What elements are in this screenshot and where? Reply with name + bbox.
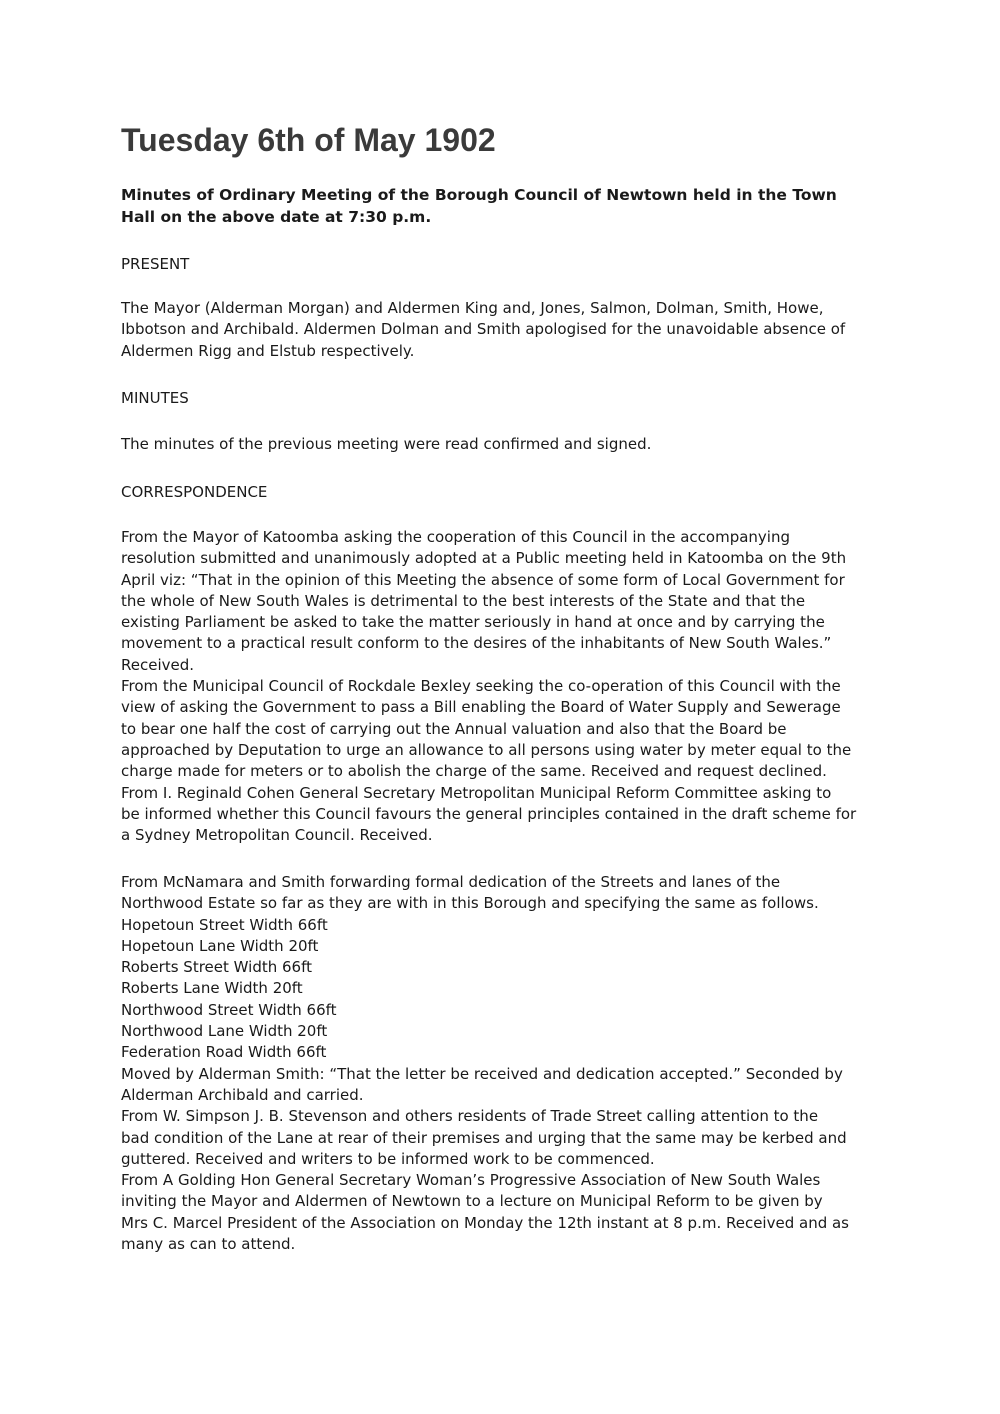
subtitle-line: Minutes of Ordinary Meeting of the Borough Council of Newtown held in the Town [121,186,837,204]
text-line: guttered. Received and writers to be informed work to be commenced. [121,1149,655,1168]
street-entry: Northwood Street Width 66ft [121,1000,337,1019]
text-line: From I. Reginald Cohen General Secretary Metropolitan Municipal Reform Committee asking to [121,783,832,802]
street-entry: Hopetoun Lane Width 20ft [121,936,319,955]
text-line: Received. [121,655,195,674]
text-line: From W. Simpson J. B. Stevenson and others residents of Trade Street calling attention to the [121,1107,819,1126]
text-line: From A Golding Hon General Secretary Woman’s Progressive Association of New South Wales [121,1171,821,1190]
correspondence-paragraph [121,527,891,846]
minutes-paragraph [121,434,891,455]
text-line: Aldermen Rigg and Elstub respectively. [121,341,415,360]
text-line: approached by Deputation to urge an allowance to all persons using water by meter equal to the [121,740,852,759]
text-line: existing Parliament be asked to take the matter seriously in hand at once and by carrying the [121,613,825,632]
correspondence-paragraph-2 [121,872,891,1255]
text-line: the whole of New South Wales is detrimental to the best interests of the State and that the [121,591,806,610]
text-line: Northwood Estate so far as they are with in this Borough and specifying the same as follows. [121,894,819,913]
text-line: to bear one half the cost of carrying out the Annual valuation and also that the Board be [121,719,787,738]
text-line: Alderman Archibald and carried. [121,1085,364,1104]
street-entry: Federation Road Width 66ft [121,1043,327,1062]
text-line: From the Mayor of Katoomba asking the cooperation of this Council in the accompanying [121,528,790,546]
present-paragraph [121,298,891,362]
text-line: From the Municipal Council of Rockdale Bexley seeking the co-operation of this Council with the [121,677,841,696]
text-line: Mrs C. Marcel President of the Association on Monday the 12th instant at 8 p.m. Received and as [121,1213,849,1232]
text-line: Ibbotson and Archibald. Aldermen Dolman and Smith apologised for the unavoidable absence of [121,320,846,339]
street-entry: Hopetoun Street Width 66ft [121,915,328,934]
present-heading: PRESENT [121,255,190,273]
text-line: Moved by Alderman Smith: “That the letter be received and dedication accepted.” Seconded by [121,1064,843,1083]
correspondence-heading: CORRESPONDENCE [121,483,268,501]
page-title: Tuesday 6th of May 1902 [121,122,496,158]
text-line: view of asking the Government to pass a Bill enabling the Board of Water Supply and Sewerage [121,698,841,717]
street-entry: Roberts Lane Width 20ft [121,979,303,998]
text-line: resolution submitted and unanimously adopted at a Public meeting held in Katoomba on the 9th [121,549,847,568]
text-line: charge made for meters or to abolish the charge of the same. Received and request declined. [121,762,827,781]
subtitle-line: Hall on the above date at 7:30 p.m. [121,208,432,226]
text-line: inviting the Mayor and Aldermen of Newtown to a lecture on Municipal Reform to be given by [121,1192,823,1211]
street-entry: Northwood Lane Width 20ft [121,1022,328,1041]
text-line: many as can to attend. [121,1235,296,1254]
text-line: April viz: “That in the opinion of this Meeting the absence of some form of Local Government for [121,570,845,589]
text-line: a Sydney Metropolitan Council. Received. [121,826,433,845]
text-line: movement to a practical result conform to the desires of the inhabitants of New South Wales.” [121,634,832,653]
minutes-heading: MINUTES [121,389,189,407]
text-line: From McNamara and Smith forwarding formal dedication of the Streets and lanes of the [121,873,781,891]
text-line: be informed whether this Council favours the general principles contained in the draft scheme for [121,804,857,823]
text-line: The Mayor (Alderman Morgan) and Aldermen King and, Jones, Salmon, Dolman, Smith, Howe, [121,299,824,317]
street-entry: Roberts Street Width 66ft [121,958,312,977]
text-line: The minutes of the previous meeting were read confirmed and signed. [121,435,652,453]
meeting-subtitle [121,184,891,228]
text-line: bad condition of the Lane at rear of their premises and urging that the same may be kerbed and [121,1128,847,1147]
